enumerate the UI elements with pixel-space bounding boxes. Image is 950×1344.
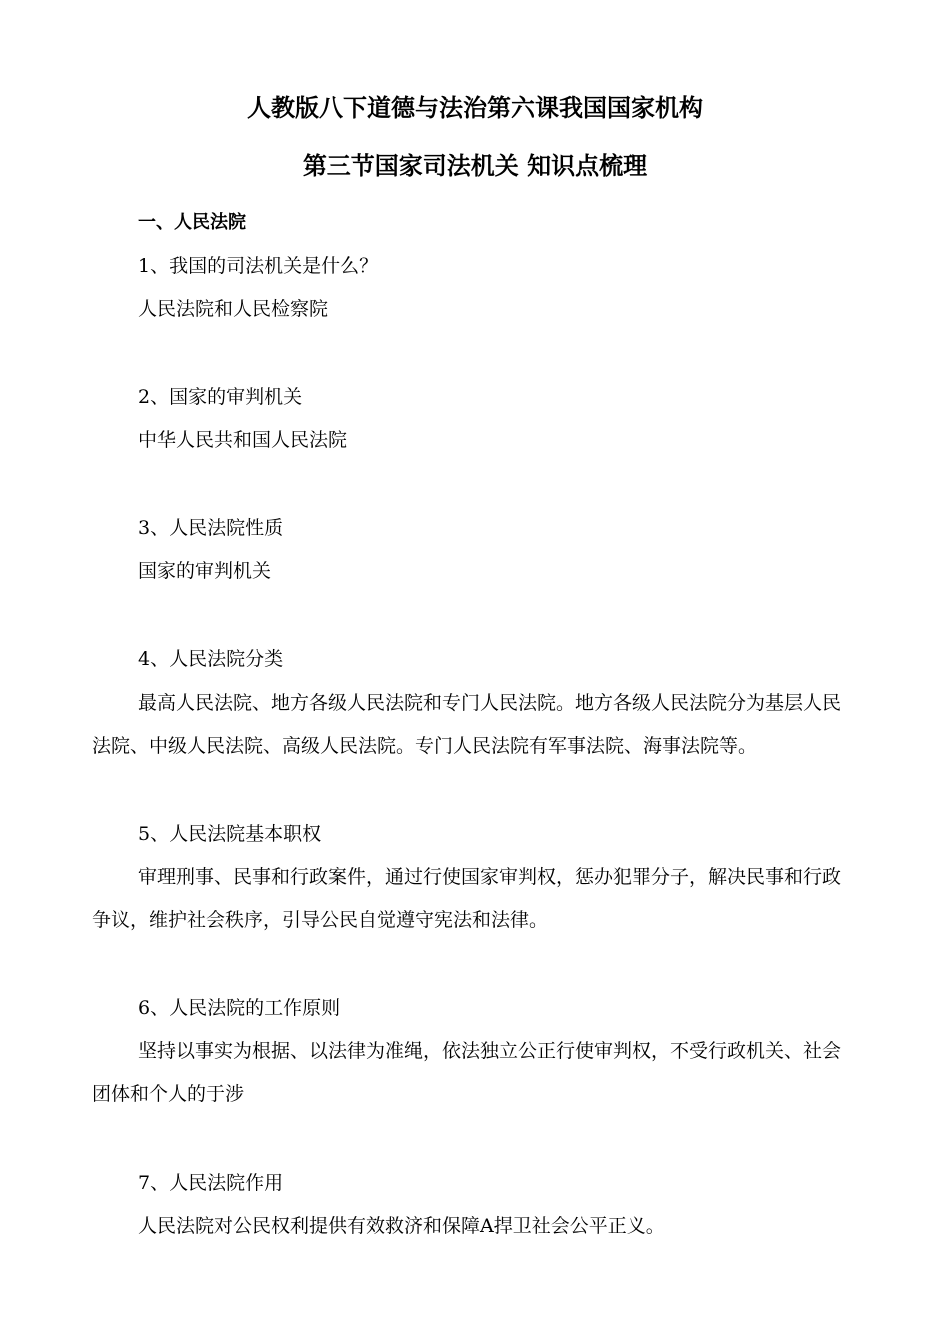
answer-6-line1: 坚持以事实为根据、以法律为准绳，依法独立公正行使审判权，不受行政机关、社会	[138, 1040, 842, 1062]
answer-6-line2: 团体和个人的于涉	[92, 1083, 245, 1105]
answer-5-line1: 审理刑事、民事和行政案件，通过行使国家审判权，惩办犯罪分子，解决民事和行政	[138, 866, 842, 888]
question-6: 6、人民法院的工作原则	[138, 997, 341, 1019]
question-3: 3、人民法院性质	[138, 517, 284, 539]
question-1: 1、我国的司法机关是什么？	[138, 255, 379, 277]
document-title-line1: 人教版八下道德与法治第六课我国国家机构	[247, 94, 703, 122]
section-heading: 一、人民法院	[138, 212, 246, 233]
answer-1: 人民法院和人民检察院	[138, 298, 329, 320]
question-2: 2、国家的审判机关	[138, 386, 303, 408]
question-7: 7、人民法院作用	[138, 1172, 284, 1194]
document-title-line2: 第三节国家司法机关 知识点梳理	[302, 152, 648, 180]
answer-4-line2: 法院、中级人民法院、高级人民法院。专门人民法院有军事法院、海事法院等。	[92, 735, 758, 757]
answer-7: 人民法院对公民权利提供有效救济和保障A捍卫社会公平正义。	[138, 1215, 665, 1237]
answer-2: 中华人民共和国人民法院	[138, 429, 348, 451]
answer-3: 国家的审判机关	[138, 560, 272, 582]
question-4: 4、人民法院分类	[138, 648, 284, 670]
answer-5-line2: 争议，维护社会秩序，引导公民自觉遵守宪法和法律。	[92, 909, 549, 931]
answer-4-line1: 最高人民法院、地方各级人民法院和专门人民法院。地方各级人民法院分为基层人民	[138, 692, 842, 714]
question-5: 5、人民法院基本职权	[138, 823, 322, 845]
